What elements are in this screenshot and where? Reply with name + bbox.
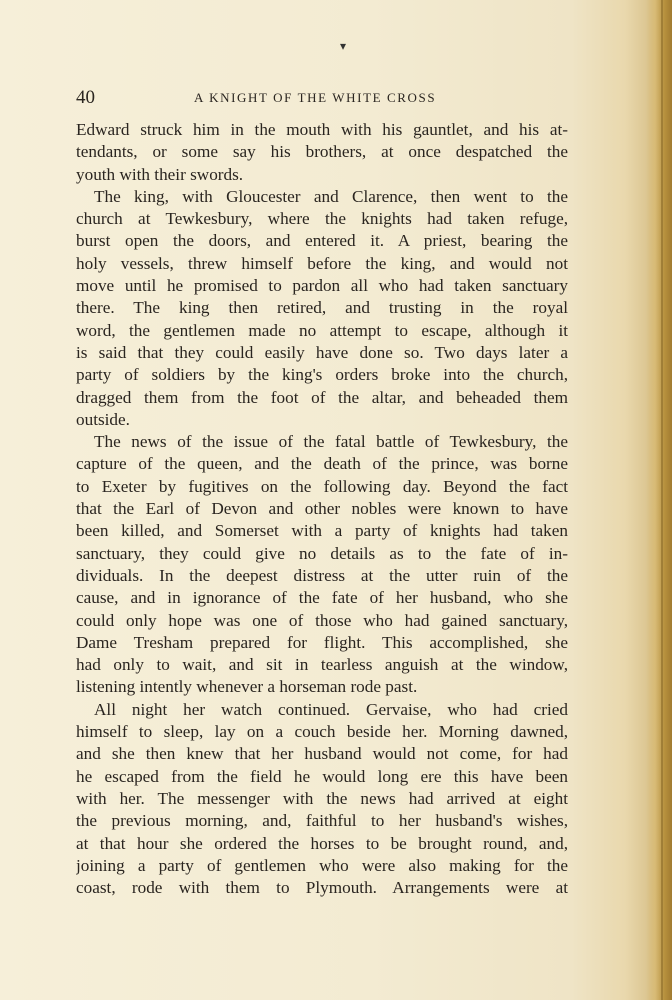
running-head: A KNIGHT OF THE WHITE CROSS — [194, 90, 437, 105]
text-line: move until he promised to pardon all who had taken sanctuary — [76, 276, 568, 296]
text-line: himself to sleep, lay on a couch beside her. Morning dawned, — [76, 722, 568, 742]
text-line: listening intently whenever a horseman rode past. — [76, 677, 418, 697]
text-line: sanctuary, they could give no details as to the fate of in- — [76, 543, 568, 563]
text-line: youth with their swords. — [76, 164, 244, 184]
text-line: with her. The messenger with the news had arrived at eight — [76, 788, 568, 808]
text-line: dragged them from the foot of the altar, and beheaded them — [76, 387, 568, 407]
text-line: that the Earl of Devon and other nobles were known to have — [76, 499, 568, 519]
text-line: word, the gentlemen made no attempt to escape, although it — [76, 320, 568, 340]
text-line: party of soldiers by the king's orders broke into the church, — [76, 365, 568, 385]
text-line: Dame Tresham prepared for flight. This accomplished, she — [76, 632, 568, 652]
text-line: and she then knew that her husband would not come, for had — [76, 744, 568, 764]
page-number: 40 — [76, 87, 95, 108]
text-line: All night her watch continued. Gervaise, who had cried — [94, 699, 568, 719]
text-line: could only hope was one of those who had gained sanctuary, — [76, 610, 568, 630]
text-line: at that hour she ordered the horses to be brought round, and, — [76, 833, 568, 853]
text-line: coast, rode with them to Plymouth. Arrangements were at — [76, 878, 568, 898]
text-line: there. The king then retired, and trusting in the royal — [76, 298, 568, 318]
body-text — [76, 119, 568, 899]
text-line: is said that they could easily have done so. Two days later a — [76, 342, 568, 362]
text-line: The news of the issue of the fatal battle of Tewkesbury, the — [94, 432, 568, 452]
text-line: church at Tewkesbury, where the knights had taken refuge, — [76, 209, 568, 229]
text-line: outside. — [76, 409, 130, 429]
text-line: the previous morning, and, faithful to her husband's wishes, — [76, 811, 568, 831]
text-line: dividuals. In the deepest distress at the utter ruin of the — [76, 565, 568, 585]
text-line: The king, with Gloucester and Clarence, then went to the — [94, 186, 568, 206]
book-spine-shadow — [646, 0, 672, 1000]
text-line: joining a party of gentlemen who were also making for the — [76, 855, 568, 875]
text-line: holy vessels, threw himself before the king, and would not — [76, 253, 568, 273]
page-header — [76, 86, 566, 110]
text-line: burst open the doors, and entered it. A priest, bearing the — [76, 231, 568, 251]
text-line: cause, and in ignorance of the fate of her husband, who she — [76, 588, 568, 608]
gutter-line — [661, 0, 663, 1000]
text-line: capture of the queen, and the death of the prince, was borne — [76, 454, 568, 474]
printer-mark: ▾ — [340, 39, 347, 53]
text-line: tendants, or some say his brothers, at once despatched the — [76, 142, 568, 162]
text-line: had only to wait, and sit in tearless anguish at the window, — [76, 655, 568, 675]
text-line: he escaped from the field he would long ere this have been — [76, 766, 568, 786]
text-line: to Exeter by fugitives on the following day. Beyond the fact — [76, 476, 568, 496]
text-line: been killed, and Somerset with a party of knights had taken — [76, 521, 568, 541]
text-line: Edward struck him in the mouth with his gauntlet, and his at- — [76, 120, 568, 139]
